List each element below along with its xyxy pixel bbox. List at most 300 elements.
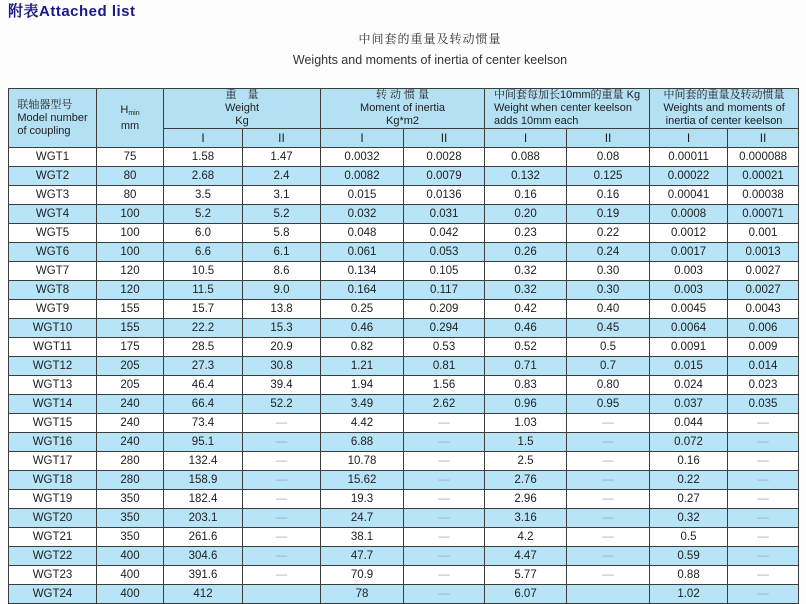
cell-m2: 0.042 (404, 224, 485, 243)
header-weight-unit: Kg (235, 115, 249, 127)
cell-k2: 0.00021 (728, 167, 799, 186)
cell-k1: 0.003 (650, 281, 728, 300)
header-keelson-en1: Weights and moments of (663, 102, 785, 114)
table-row (9, 566, 799, 585)
cell-w1: 203.1 (164, 509, 243, 528)
cell-w1: 6.0 (164, 224, 243, 243)
cell-m2: 0.0079 (404, 167, 485, 186)
cell-a1: 0.132 (485, 167, 567, 186)
table-row (9, 395, 799, 414)
cell-m2: — (404, 471, 485, 490)
cell-w2: 1.47 (243, 148, 321, 167)
cell-m2: 0.105 (404, 262, 485, 281)
table-row (9, 224, 799, 243)
cell-m1: 0.0032 (321, 148, 404, 167)
keelson-table (8, 88, 799, 604)
cell-model: WGT20 (9, 509, 97, 528)
table-row (9, 243, 799, 262)
cell-w2: — (243, 547, 321, 566)
header-weight-en: Weight (224, 102, 260, 114)
table-row (9, 547, 799, 566)
cell-h: 280 (97, 452, 164, 471)
cell-model: WGT10 (9, 319, 97, 338)
cell-m2: — (404, 414, 485, 433)
header-model-en2: of coupling (17, 124, 71, 137)
cell-m2: 0.117 (404, 281, 485, 300)
cell-k1: 0.00041 (650, 186, 728, 205)
subheader-weight-II: II (243, 129, 321, 148)
cell-m2: — (404, 528, 485, 547)
cell-a2: 0.30 (567, 262, 650, 281)
cell-a2: — (567, 509, 650, 528)
cell-k2: — (728, 566, 799, 585)
cell-m1: 0.46 (321, 319, 404, 338)
cell-w2: 52.2 (243, 395, 321, 414)
cell-m1: 19.3 (321, 490, 404, 509)
cell-w1: 158.9 (164, 471, 243, 490)
cell-w2: 5.2 (243, 205, 321, 224)
cell-w1: 1.58 (164, 148, 243, 167)
cell-m2: 2.62 (404, 395, 485, 414)
cell-k2: 0.0027 (728, 281, 799, 300)
cell-k2: — (728, 547, 799, 566)
header-add10-en1: Weight when center keelson (494, 102, 632, 114)
cell-a2: 0.7 (567, 357, 650, 376)
table-row (9, 528, 799, 547)
cell-m2: 0.0028 (404, 148, 485, 167)
cell-m2: — (404, 585, 485, 604)
cell-k2: — (728, 528, 799, 547)
cell-a1: 0.32 (485, 262, 567, 281)
cell-k2: — (728, 414, 799, 433)
cell-k1: 0.32 (650, 509, 728, 528)
cell-a1: 2.96 (485, 490, 567, 509)
cell-h: 350 (97, 528, 164, 547)
cell-k2: 0.00071 (728, 205, 799, 224)
cell-a2: 0.40 (567, 300, 650, 319)
cell-m1: 1.94 (321, 376, 404, 395)
header-keelson-en2: inertia of center keelson (665, 115, 783, 127)
cell-w1: 412 (164, 585, 243, 604)
cell-k2: — (728, 490, 799, 509)
cell-k1: 0.00022 (650, 167, 728, 186)
cell-h: 205 (97, 376, 164, 395)
cell-k2: 0.014 (728, 357, 799, 376)
table-title-zh: 中间套的重量及转动惯量 (358, 32, 502, 46)
subheader-moment-II: II (404, 129, 485, 148)
cell-m1: 70.9 (321, 566, 404, 585)
header-weight-zh: 重 量 (225, 89, 259, 101)
cell-w1: 22.2 (164, 319, 243, 338)
cell-a1: 0.088 (485, 148, 567, 167)
cell-w2: — (243, 509, 321, 528)
cell-a1: 4.47 (485, 547, 567, 566)
cell-k2: — (728, 585, 799, 604)
cell-k1: 0.22 (650, 471, 728, 490)
table-row (9, 585, 799, 604)
cell-a1: 0.20 (485, 205, 567, 224)
header-moment-unit: Kg*m2 (386, 115, 420, 127)
cell-w1: 391.6 (164, 566, 243, 585)
cell-w2: — (243, 452, 321, 471)
cell-a1: 0.71 (485, 357, 567, 376)
cell-m1: 1.21 (321, 357, 404, 376)
cell-m2: 0.0136 (404, 186, 485, 205)
cell-m2: — (404, 433, 485, 452)
header-moment-zh: 转 动 惯 量 (375, 89, 430, 101)
cell-k1: 0.00011 (650, 148, 728, 167)
cell-m1: 78 (321, 585, 404, 604)
cell-a2: 0.125 (567, 167, 650, 186)
cell-w1: 304.6 (164, 547, 243, 566)
cell-a1: 1.03 (485, 414, 567, 433)
cell-a2: 0.45 (567, 319, 650, 338)
cell-w2: — (243, 471, 321, 490)
cell-w1: 6.6 (164, 243, 243, 262)
cell-w1: 95.1 (164, 433, 243, 452)
cell-m2: 0.031 (404, 205, 485, 224)
cell-a1: 0.23 (485, 224, 567, 243)
cell-m1: 47.7 (321, 547, 404, 566)
cell-k1: 0.0045 (650, 300, 728, 319)
cell-a2: — (567, 433, 650, 452)
cell-k2: 0.0043 (728, 300, 799, 319)
header-add10-group (485, 89, 650, 129)
cell-a2: 0.22 (567, 224, 650, 243)
cell-k1: 0.0017 (650, 243, 728, 262)
cell-w1: 132.4 (164, 452, 243, 471)
cell-model: WGT7 (9, 262, 97, 281)
cell-w1: 10.5 (164, 262, 243, 281)
table-row (9, 300, 799, 319)
header-h-sub: min (128, 109, 140, 117)
table-title-en: Weights and moments of inertia of center keelson (292, 53, 568, 67)
cell-m1: 38.1 (321, 528, 404, 547)
cell-h: 100 (97, 205, 164, 224)
cell-a2: 0.16 (567, 186, 650, 205)
cell-model: WGT18 (9, 471, 97, 490)
cell-m1: 0.25 (321, 300, 404, 319)
header-keelson-group (650, 89, 799, 129)
cell-a2 (567, 585, 650, 604)
cell-k2: 0.0027 (728, 262, 799, 281)
cell-m1: 4.42 (321, 414, 404, 433)
cell-k2: 0.000088 (728, 148, 799, 167)
cell-a1: 1.5 (485, 433, 567, 452)
page-title: 附表Attached list (8, 3, 136, 20)
table-row (9, 338, 799, 357)
cell-k1: 0.88 (650, 566, 728, 585)
header-model (9, 89, 97, 148)
cell-k2: 0.006 (728, 319, 799, 338)
cell-m1: 0.061 (321, 243, 404, 262)
cell-a1: 4.2 (485, 528, 567, 547)
table-row (9, 376, 799, 395)
cell-a1: 0.32 (485, 281, 567, 300)
cell-a2: — (567, 490, 650, 509)
cell-m2: — (404, 490, 485, 509)
cell-k2: 0.0013 (728, 243, 799, 262)
cell-model: WGT1 (9, 148, 97, 167)
cell-h: 75 (97, 148, 164, 167)
header-h-symbol: H (120, 103, 129, 116)
cell-m2: 1.56 (404, 376, 485, 395)
cell-w2: 6.1 (243, 243, 321, 262)
cell-a2: — (567, 414, 650, 433)
cell-h: 240 (97, 395, 164, 414)
header-moment-en: Moment of inertia (360, 102, 446, 114)
table-row (9, 319, 799, 338)
table-row (9, 167, 799, 186)
header-keelson-zh: 中间套的重量及转动惯量 (663, 89, 785, 101)
cell-model: WGT21 (9, 528, 97, 547)
header-h-unit: mm (120, 119, 140, 132)
cell-h: 205 (97, 357, 164, 376)
cell-k1: 0.024 (650, 376, 728, 395)
cell-m1: 0.164 (321, 281, 404, 300)
cell-h: 350 (97, 509, 164, 528)
cell-a1: 6.07 (485, 585, 567, 604)
table-row (9, 186, 799, 205)
cell-h: 400 (97, 547, 164, 566)
cell-model: WGT3 (9, 186, 97, 205)
cell-w2: 9.0 (243, 281, 321, 300)
cell-a2: 0.19 (567, 205, 650, 224)
header-add10-en2: adds 10mm each (494, 115, 579, 127)
header-moment-group (321, 89, 485, 129)
cell-model: WGT14 (9, 395, 97, 414)
cell-k1: 0.044 (650, 414, 728, 433)
cell-h: 100 (97, 224, 164, 243)
cell-k1: 0.0091 (650, 338, 728, 357)
cell-a1: 0.42 (485, 300, 567, 319)
cell-h: 155 (97, 300, 164, 319)
cell-model: WGT4 (9, 205, 97, 224)
table-row (9, 205, 799, 224)
cell-w2 (243, 585, 321, 604)
cell-a2: 0.24 (567, 243, 650, 262)
cell-m1: 15.62 (321, 471, 404, 490)
cell-w1: 28.5 (164, 338, 243, 357)
cell-a1: 0.26 (485, 243, 567, 262)
cell-w2: 8.6 (243, 262, 321, 281)
cell-model: WGT2 (9, 167, 97, 186)
cell-a2: 0.08 (567, 148, 650, 167)
cell-model: WGT24 (9, 585, 97, 604)
cell-k1: 0.015 (650, 357, 728, 376)
table-row (9, 281, 799, 300)
cell-m2: 0.294 (404, 319, 485, 338)
cell-a2: — (567, 452, 650, 471)
cell-model: WGT9 (9, 300, 97, 319)
cell-k2: 0.00038 (728, 186, 799, 205)
subheader-weight-I: I (164, 129, 243, 148)
subheader-add10-I: I (485, 129, 567, 148)
cell-k2: 0.009 (728, 338, 799, 357)
header-weight-group (164, 89, 321, 129)
cell-model: WGT17 (9, 452, 97, 471)
cell-h: 350 (97, 490, 164, 509)
cell-a2: — (567, 566, 650, 585)
cell-a2: 0.80 (567, 376, 650, 395)
header-add10-zh: 中间套每加长10mm的重量 Kg (494, 89, 641, 101)
cell-a2: — (567, 547, 650, 566)
cell-k1: 1.02 (650, 585, 728, 604)
cell-w1: 66.4 (164, 395, 243, 414)
cell-k1: 0.59 (650, 547, 728, 566)
cell-m1: 0.82 (321, 338, 404, 357)
cell-k2: — (728, 471, 799, 490)
cell-h: 175 (97, 338, 164, 357)
cell-m1: 6.88 (321, 433, 404, 452)
cell-k1: 0.0012 (650, 224, 728, 243)
cell-a1: 0.16 (485, 186, 567, 205)
cell-w2: 13.8 (243, 300, 321, 319)
cell-m1: 0.134 (321, 262, 404, 281)
table-row (9, 509, 799, 528)
cell-a1: 0.96 (485, 395, 567, 414)
table-row (9, 471, 799, 490)
table-row (9, 490, 799, 509)
cell-k1: 0.0064 (650, 319, 728, 338)
table-row (9, 148, 799, 167)
table-row (9, 262, 799, 281)
cell-w2: — (243, 528, 321, 547)
cell-h: 280 (97, 471, 164, 490)
cell-w1: 11.5 (164, 281, 243, 300)
cell-m2: — (404, 452, 485, 471)
cell-model: WGT19 (9, 490, 97, 509)
cell-h: 80 (97, 186, 164, 205)
cell-m1: 3.49 (321, 395, 404, 414)
cell-model: WGT5 (9, 224, 97, 243)
cell-m1: 24.7 (321, 509, 404, 528)
cell-k1: 0.037 (650, 395, 728, 414)
cell-w2: — (243, 414, 321, 433)
cell-k2: 0.001 (728, 224, 799, 243)
cell-model: WGT15 (9, 414, 97, 433)
cell-a1: 0.83 (485, 376, 567, 395)
cell-m1: 0.032 (321, 205, 404, 224)
cell-a1: 5.77 (485, 566, 567, 585)
cell-k1: 0.27 (650, 490, 728, 509)
cell-k1: 0.16 (650, 452, 728, 471)
subheader-keelson-I: I (650, 129, 728, 148)
cell-w1: 2.68 (164, 167, 243, 186)
cell-model: WGT23 (9, 566, 97, 585)
table-body (9, 148, 799, 604)
cell-h: 80 (97, 167, 164, 186)
cell-w2: 30.8 (243, 357, 321, 376)
cell-a1: 0.46 (485, 319, 567, 338)
cell-a1: 2.5 (485, 452, 567, 471)
header-model-en1: Model number (17, 111, 88, 124)
cell-w2: 15.3 (243, 319, 321, 338)
cell-model: WGT11 (9, 338, 97, 357)
cell-model: WGT22 (9, 547, 97, 566)
cell-k2: — (728, 433, 799, 452)
cell-model: WGT8 (9, 281, 97, 300)
cell-m2: 0.209 (404, 300, 485, 319)
cell-w2: 20.9 (243, 338, 321, 357)
cell-w2: — (243, 566, 321, 585)
table-caption (55, 30, 805, 67)
cell-a2: 0.5 (567, 338, 650, 357)
cell-w2: — (243, 433, 321, 452)
cell-m2: — (404, 547, 485, 566)
cell-m2: 0.53 (404, 338, 485, 357)
cell-h: 240 (97, 433, 164, 452)
cell-k1: 0.003 (650, 262, 728, 281)
cell-w2: 39.4 (243, 376, 321, 395)
cell-h: 120 (97, 262, 164, 281)
header-model-zh: 联轴器型号 (17, 98, 73, 111)
cell-w1: 261.6 (164, 528, 243, 547)
cell-m2: 0.81 (404, 357, 485, 376)
cell-k2: — (728, 509, 799, 528)
cell-a1: 2.76 (485, 471, 567, 490)
cell-m1: 0.015 (321, 186, 404, 205)
cell-k2: 0.035 (728, 395, 799, 414)
cell-m2: — (404, 566, 485, 585)
cell-w1: 27.3 (164, 357, 243, 376)
cell-h: 120 (97, 281, 164, 300)
cell-h: 240 (97, 414, 164, 433)
cell-w1: 182.4 (164, 490, 243, 509)
subheader-moment-I: I (321, 129, 404, 148)
cell-a2: 0.30 (567, 281, 650, 300)
cell-k2: — (728, 452, 799, 471)
header-hmin (97, 89, 164, 148)
cell-w1: 15.7 (164, 300, 243, 319)
cell-k1: 0.5 (650, 528, 728, 547)
cell-w1: 5.2 (164, 205, 243, 224)
cell-h: 100 (97, 243, 164, 262)
cell-model: WGT13 (9, 376, 97, 395)
table-row (9, 433, 799, 452)
cell-m2: 0.053 (404, 243, 485, 262)
subheader-add10-II: II (567, 129, 650, 148)
cell-model: WGT16 (9, 433, 97, 452)
cell-model: WGT6 (9, 243, 97, 262)
subheader-keelson-II: II (728, 129, 799, 148)
table-row (9, 414, 799, 433)
cell-m1: 0.0082 (321, 167, 404, 186)
cell-a1: 3.16 (485, 509, 567, 528)
cell-w1: 73.4 (164, 414, 243, 433)
table-row (9, 357, 799, 376)
table-row (9, 452, 799, 471)
cell-model: WGT12 (9, 357, 97, 376)
cell-a1: 0.52 (485, 338, 567, 357)
cell-w1: 46.4 (164, 376, 243, 395)
cell-w1: 3.5 (164, 186, 243, 205)
cell-k1: 0.072 (650, 433, 728, 452)
cell-a2: 0.95 (567, 395, 650, 414)
cell-h: 155 (97, 319, 164, 338)
cell-m1: 0.048 (321, 224, 404, 243)
cell-w2: 2.4 (243, 167, 321, 186)
cell-w2: — (243, 490, 321, 509)
cell-w2: 3.1 (243, 186, 321, 205)
cell-h: 400 (97, 566, 164, 585)
cell-a2: — (567, 528, 650, 547)
cell-m2: — (404, 509, 485, 528)
header-row-groups (9, 89, 799, 129)
cell-k1: 0.0008 (650, 205, 728, 224)
cell-k2: 0.023 (728, 376, 799, 395)
cell-h: 400 (97, 585, 164, 604)
